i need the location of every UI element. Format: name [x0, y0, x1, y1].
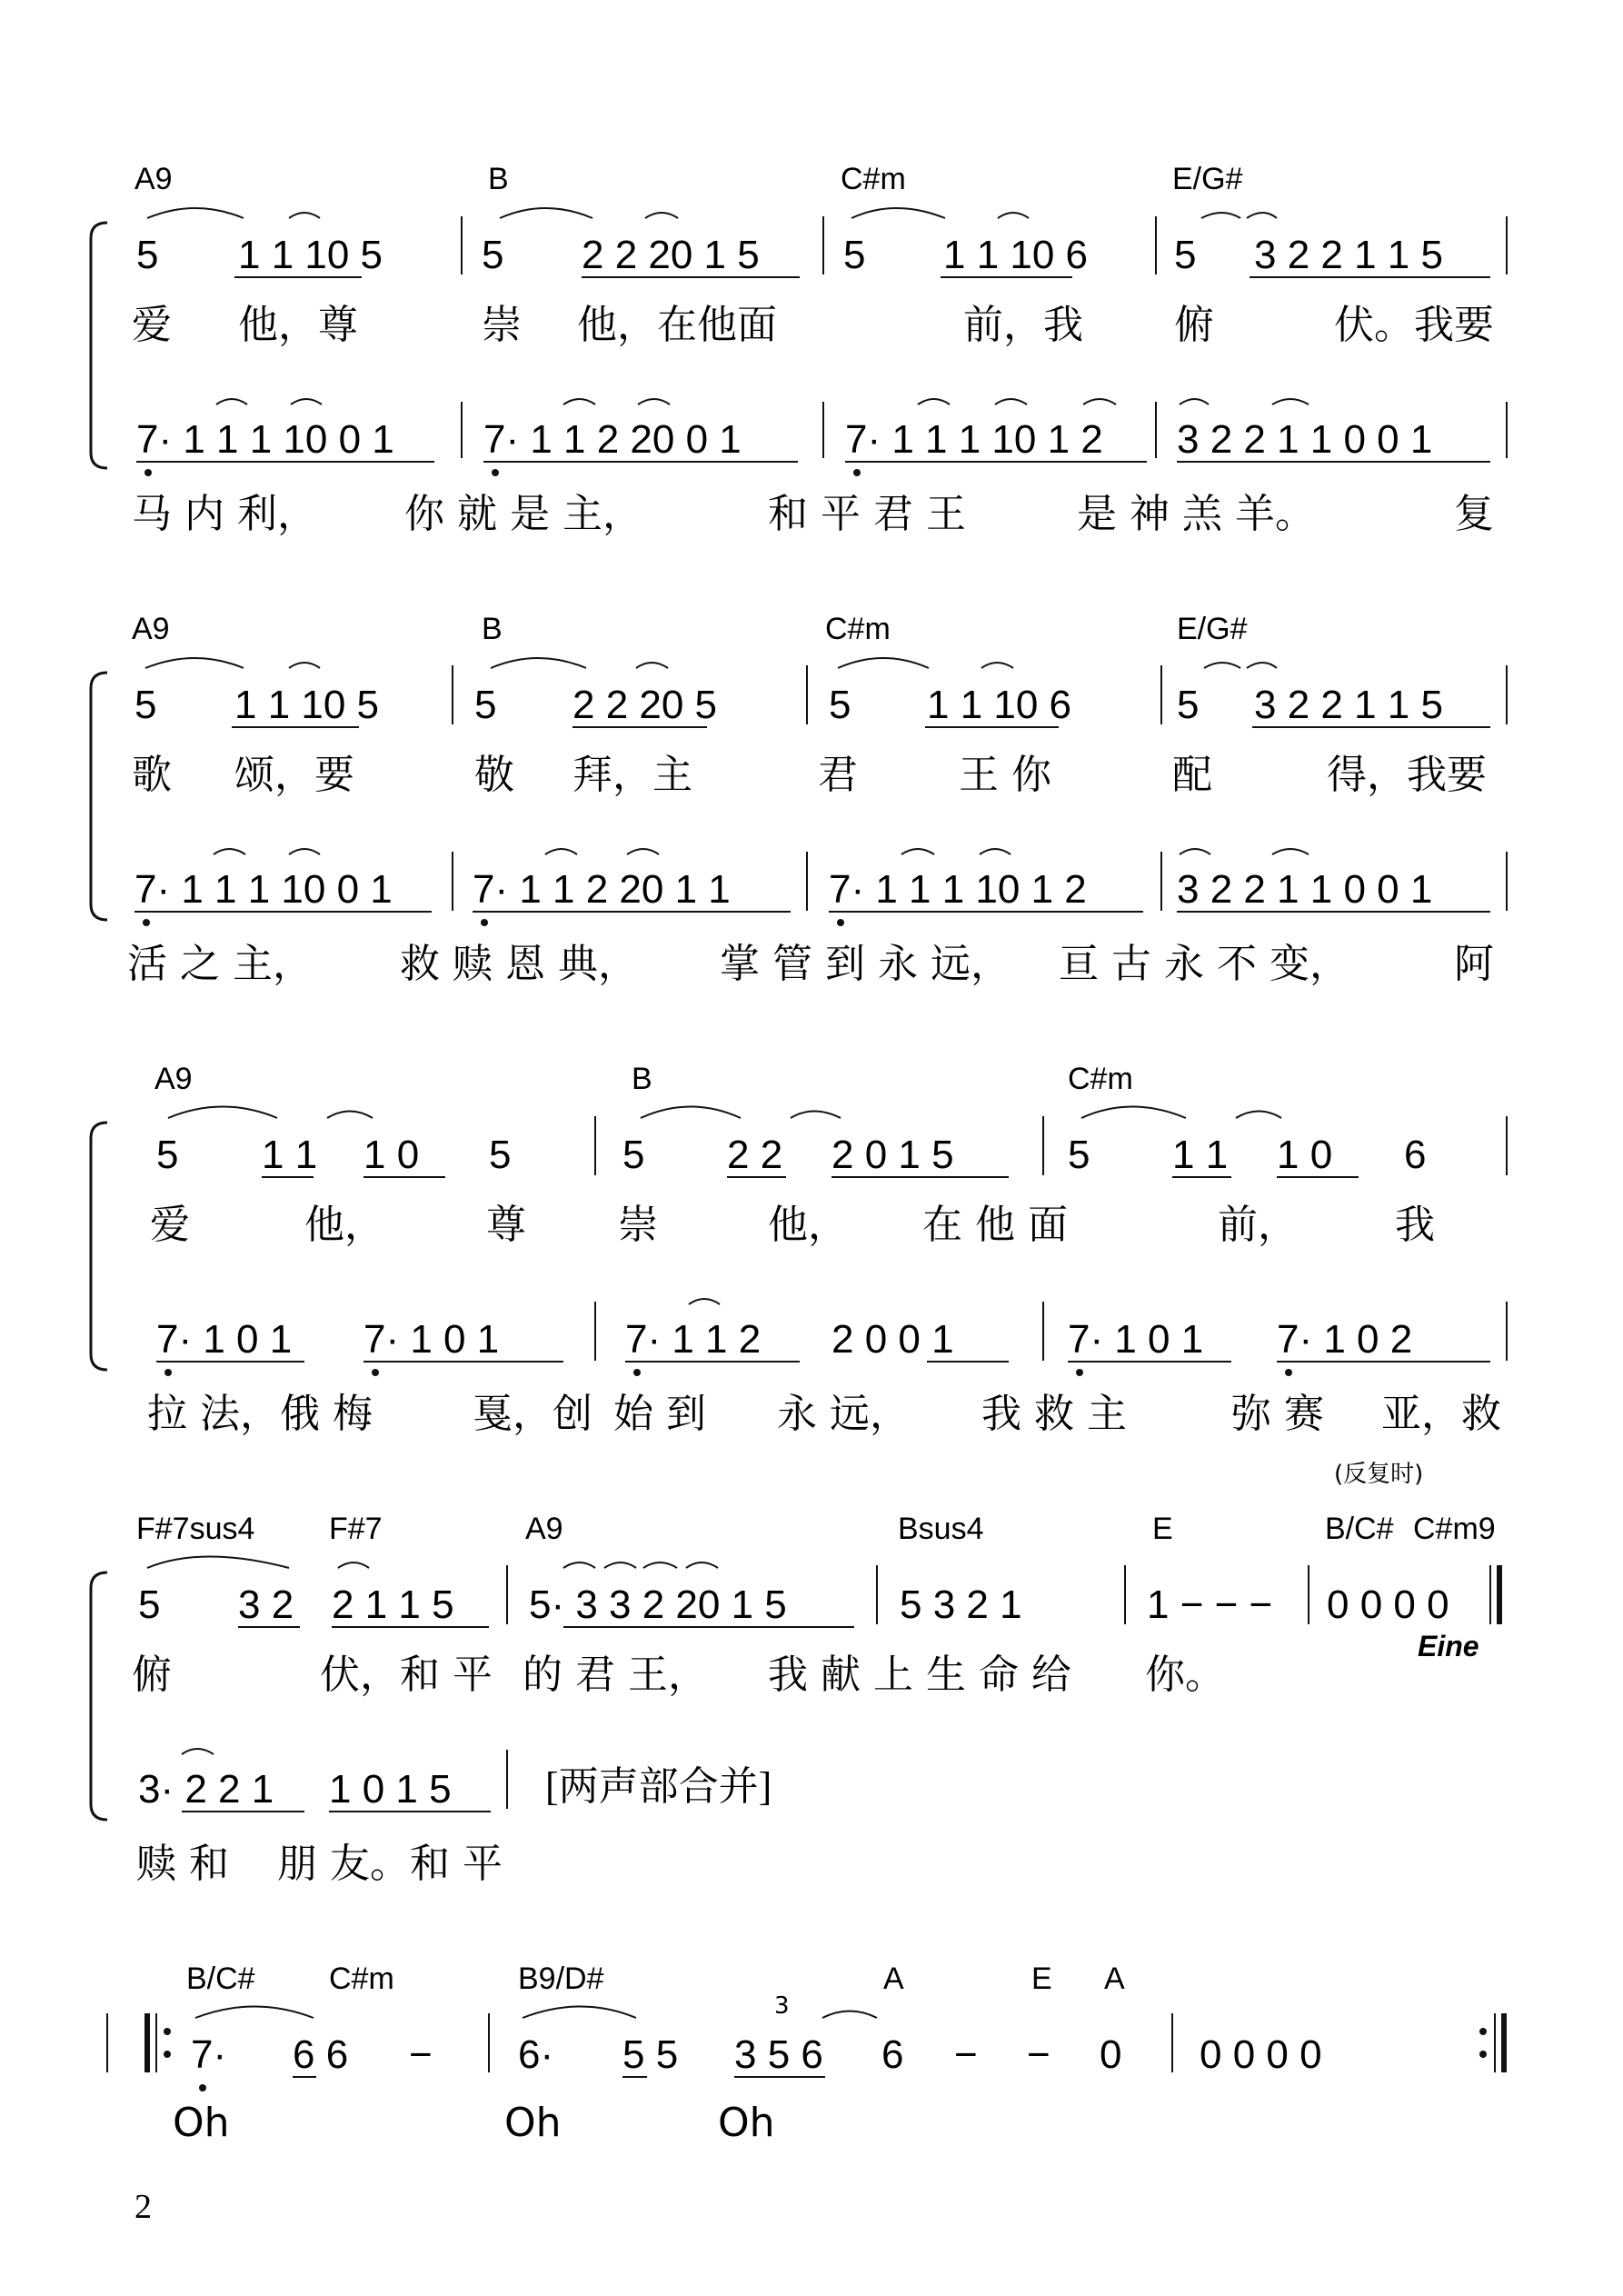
upper-note: 2 0 1 5 [831, 1133, 954, 1177]
upper-note: 5 3 2 1 [900, 1582, 1022, 1627]
system-2 [91, 612, 1507, 987]
lyric: 崇 [618, 1202, 658, 1248]
lyric: 永 远， [777, 1391, 910, 1437]
chord: C#m [825, 612, 891, 646]
octave-dots [199, 2084, 206, 2091]
lyric: 崇 [482, 302, 522, 348]
upper-note: 5 [136, 233, 159, 277]
chord: B/C# [1325, 1512, 1394, 1546]
lyric: 你。 [1145, 1652, 1225, 1698]
chord: A9 [154, 1062, 193, 1096]
chord: C#m9 [1413, 1512, 1496, 1546]
page-number: 2 [134, 2188, 152, 2226]
upper-note: 5 [843, 233, 866, 277]
upper-note: 5 [156, 1133, 179, 1177]
chord: B [482, 612, 503, 646]
lyric: 赎 和 [136, 1841, 229, 1887]
chord: F#7 [329, 1512, 383, 1546]
lyric: 亚，救 [1381, 1391, 1501, 1437]
upper-note: 0 0 0 0 [1327, 1582, 1449, 1627]
chord: C#m [1068, 1062, 1133, 1096]
upper-note: 5 [489, 1133, 512, 1177]
lyric: 和 平 君 王 [768, 491, 966, 537]
lyric: 马 内 利， [132, 491, 317, 537]
slurs [145, 658, 1277, 668]
upper-note: 1 1 [1172, 1133, 1229, 1177]
lower-note: 3· 2 2 1 [138, 1767, 274, 1812]
lyric: 伏，和 平 [320, 1652, 493, 1698]
upper-note: 5 [134, 683, 157, 727]
lyric: 俯 [1174, 302, 1214, 348]
lyric: 配 [1172, 752, 1212, 798]
lower-note: 7· 1 1 2 20 1 1 [473, 867, 731, 912]
octave-dots [164, 1369, 1292, 1376]
lyric: 敬 [474, 752, 514, 798]
lyric: 我 献 上 生 命 给 [768, 1652, 1071, 1698]
slurs [182, 1749, 214, 1754]
lyric: 王 你 [959, 752, 1051, 798]
lyric: 爱 [132, 302, 172, 348]
upper-note: 1 0 [363, 1133, 420, 1177]
note: 6 6 [293, 2032, 349, 2077]
slurs [168, 1107, 1281, 1119]
upper-note: 5 [622, 1133, 645, 1177]
lower-note: 7· 1 0 1 [363, 1317, 500, 1362]
upper-note: 5· 3 3 2 20 1 5 [529, 1582, 787, 1627]
lyric: 他，在他面 [577, 302, 777, 348]
merge-note: [两声部合并] [545, 1764, 772, 1809]
lyric: 是 神 羔 羊。 [1077, 491, 1315, 537]
lyric: Oh [718, 2100, 775, 2146]
chord: B [488, 162, 509, 196]
chord: E [1031, 1962, 1052, 1996]
chord: A [883, 1962, 904, 1996]
upper-note: 1 1 10 5 [238, 233, 383, 277]
upper-note: 5 [1177, 683, 1200, 727]
chord: A9 [134, 162, 173, 196]
chord: F#7sus4 [136, 1512, 255, 1546]
lyric: 朋 友。和 平 [277, 1841, 503, 1887]
slurs [216, 399, 1309, 404]
note: − [954, 2032, 978, 2077]
lyric: 拜，主 [573, 752, 692, 798]
chord: C#m [841, 162, 906, 196]
note: 0 [1100, 2032, 1122, 2077]
system-brace [91, 223, 107, 468]
upper-note: 1 − − − [1147, 1582, 1273, 1627]
upper-note: 2 2 [727, 1133, 783, 1177]
note: − [409, 2032, 433, 2077]
chord: B [632, 1062, 652, 1096]
lyric: 弥 赛 [1231, 1391, 1324, 1437]
upper-note: 5 [829, 683, 851, 727]
lower-note: 7· 1 0 2 [1277, 1317, 1413, 1362]
lyric: 前，我 [963, 302, 1083, 348]
system-brace [91, 673, 107, 920]
upper-note: 3 2 2 1 1 5 [1254, 683, 1443, 727]
upper-note: 1 1 [262, 1133, 318, 1177]
upper-note: 2 1 1 5 [332, 1582, 454, 1627]
lower-note: 3 2 2 1 1 0 0 1 [1177, 417, 1433, 462]
system-3 [91, 1062, 1507, 1488]
repeat-note: (反复时) [1334, 1461, 1424, 1488]
lower-note: 7· 1 1 1 10 1 2 [845, 417, 1103, 462]
lyric: 歌 [132, 752, 172, 798]
upper-note: 2 2 20 1 5 [582, 233, 760, 277]
upper-note: 1 1 10 6 [943, 233, 1089, 277]
lyric: 爱 [150, 1202, 190, 1248]
slurs [147, 208, 1277, 218]
lyric: Oh [173, 2100, 230, 2146]
lyric: 君 [818, 752, 858, 798]
upper-note: 5 [138, 1582, 161, 1627]
upper-note: 1 1 10 6 [927, 683, 1072, 727]
upper-note: 5 [1174, 233, 1197, 277]
note: 5 5 [622, 2032, 679, 2077]
lyric: 颂，要 [234, 752, 354, 798]
chord: E [1152, 1512, 1173, 1546]
chord: A9 [525, 1512, 563, 1546]
upper-note: 3 2 2 1 1 5 [1254, 233, 1443, 277]
chord: A9 [132, 612, 170, 646]
lyric: 尊 [486, 1202, 526, 1248]
lyric: 阿 [1454, 941, 1494, 987]
lyric: 掌 管 到 永 远， [720, 941, 1011, 987]
lyric: Oh [504, 2100, 562, 2146]
chord: E/G# [1177, 612, 1248, 646]
octave-dots [143, 919, 844, 926]
system-1 [91, 162, 1507, 537]
lyric: 我 [1395, 1202, 1435, 1248]
upper-note: 6 [1404, 1133, 1427, 1177]
lower-note: 3 2 2 1 1 0 0 1 [1177, 867, 1433, 912]
lyric: 俯 [132, 1652, 172, 1698]
note: 0 0 0 0 [1200, 2032, 1322, 2077]
lyric: 复 [1454, 491, 1494, 537]
lower-note: 2 0 0 1 [831, 1317, 954, 1362]
fine-marking: Eine [1418, 1630, 1479, 1662]
triplet-mark: 3 [774, 1992, 790, 2020]
lyric: 救 赎 恩 典， [400, 941, 638, 987]
chord: A [1104, 1962, 1125, 1996]
upper-note: 1 0 [1277, 1133, 1333, 1177]
slurs [214, 849, 1309, 854]
lyric: 他，尊 [238, 302, 358, 348]
upper-note: 5 [482, 233, 504, 277]
upper-note: 2 2 20 5 [573, 683, 718, 727]
note: 6· [518, 2032, 554, 2077]
lower-note: 7· 1 1 1 10 0 1 [134, 867, 393, 912]
lyric: 他， [304, 1202, 384, 1248]
system-brace [91, 1572, 107, 1820]
lyric: 他， [768, 1202, 848, 1248]
note: − [1027, 2032, 1050, 2077]
lower-note: 1 0 1 5 [329, 1767, 452, 1812]
lower-note: 7· 1 1 2 [625, 1317, 762, 1362]
note: 7· [191, 2032, 227, 2077]
lower-note: 7· 1 1 2 20 0 1 [483, 417, 742, 462]
chord: B/C# [186, 1962, 255, 1996]
upper-note: 1 1 10 5 [234, 683, 380, 727]
lyric: 在 他 面 [922, 1202, 1068, 1248]
note: 6 [881, 2032, 904, 2077]
chord: Bsus4 [898, 1512, 984, 1546]
lower-note: 7· 1 0 1 [1068, 1317, 1204, 1362]
lower-note: 7· 1 0 1 [156, 1317, 293, 1362]
lyric: 我 救 主 [981, 1391, 1127, 1437]
note: 3 5 6 [734, 2032, 823, 2077]
chord: B9/D# [518, 1962, 604, 1996]
chord: E/G# [1172, 162, 1243, 196]
system-5 [107, 1962, 1504, 2146]
upper-note: 5 [1068, 1133, 1090, 1177]
lyric: 拉 法，俄 梅 [147, 1391, 373, 1437]
slurs [147, 1557, 718, 1569]
upper-note: 3 2 [238, 1582, 294, 1627]
lyric: 伏。我要 [1334, 302, 1494, 348]
lyric: 前， [1218, 1202, 1298, 1248]
lower-note: 7· 1 1 1 10 0 1 [136, 417, 394, 462]
slurs [689, 1299, 720, 1304]
lyric: 始 到 [613, 1391, 706, 1437]
system-brace [91, 1123, 107, 1370]
upper-note: 5 [474, 683, 497, 727]
system-4 [91, 1512, 1499, 1887]
lyric: 活 之 主， [127, 941, 313, 987]
lower-note: 7· 1 1 1 10 1 2 [829, 867, 1087, 912]
lyric: 你 就 是 主， [404, 491, 642, 537]
lyric: 的 君 王， [523, 1652, 708, 1698]
octave-dots [144, 469, 861, 476]
lyric: 得，我要 [1327, 752, 1487, 798]
chord: C#m [329, 1962, 394, 1996]
lyric: 亘 古 永 不 变， [1059, 941, 1349, 987]
lyric: 戛，创 [473, 1391, 592, 1437]
